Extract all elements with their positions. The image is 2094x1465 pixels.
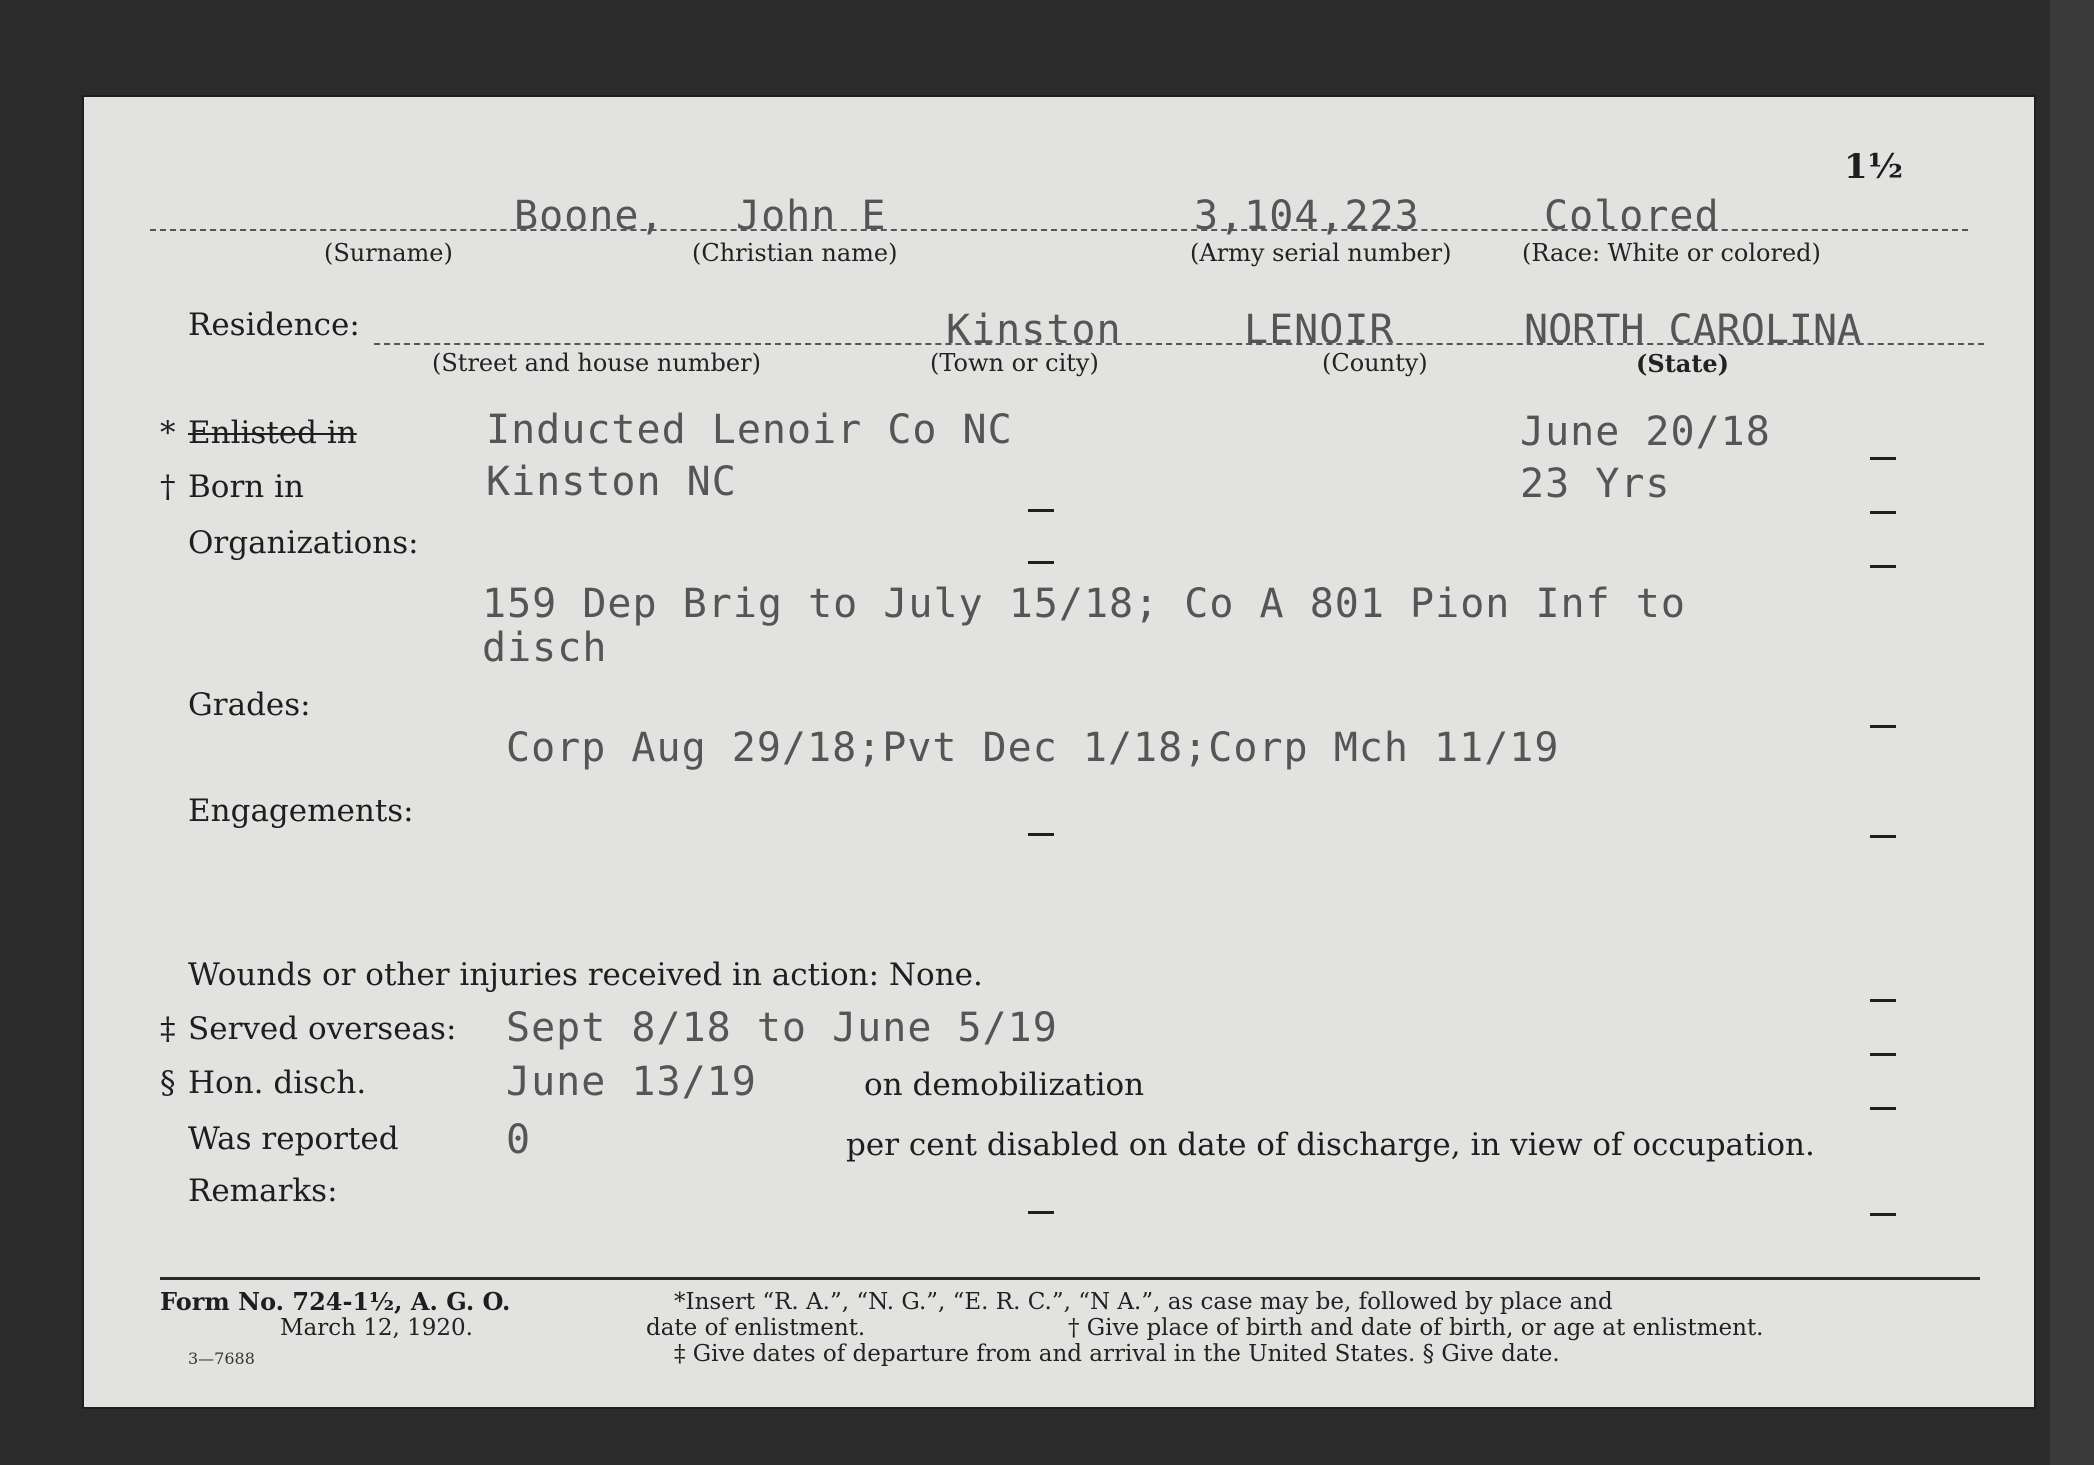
enlisted-value: Inducted Lenoir Co NC [486,407,1013,453]
surname-value: Boone, [514,193,665,239]
tick-mark [1028,1211,1054,1214]
grades-value: Corp Aug 29/18;Pvt Dec 1/18;Corp Mch 11/19 [506,725,1560,771]
born-mark: † [160,469,176,505]
footnote-overseas: ‡ Give dates of departure from and arrival in the United States. § Give date. [674,1341,1560,1367]
overseas-label: Served overseas: [188,1011,457,1047]
form-number: Form No. 724-1½, A. G. O. [160,1287,511,1316]
remarks-label: Remarks: [188,1173,338,1209]
service-record-card [84,97,2034,1407]
street-label: (Street and house number) [432,349,761,377]
county-label: (County) [1322,349,1428,377]
footnote-enlisted-cont: date of enlistment. [646,1315,866,1341]
tick-mark [1870,1213,1896,1216]
state-label: (State) [1636,349,1730,378]
serial-number-label: (Army serial number) [1190,239,1452,267]
serial-number-value: 3,104,223 [1194,193,1420,239]
christian-name-value: John E [736,193,887,239]
form-date: March 12, 1920. [280,1315,473,1341]
form-code: 3—7688 [188,1349,255,1368]
discharge-value: June 13/19 [506,1059,757,1105]
surname-label: (Surname) [324,239,453,267]
engagements-label: Engagements: [188,793,414,829]
reported-value: 0 [506,1117,532,1163]
born-label: Born in [188,469,304,505]
discharge-suffix: on demobilization [864,1067,1145,1103]
tick-mark [1028,509,1054,512]
christian-name-label: (Christian name) [692,239,898,267]
race-label: (Race: White or colored) [1522,239,1821,267]
enlisted-date: June 20/18 [1520,409,1771,455]
overseas-mark: ‡ [160,1011,176,1047]
tick-mark [1870,1053,1896,1056]
organizations-line2: disch [482,625,608,671]
discharge-label: Hon. disch. [188,1065,367,1101]
organizations-label: Organizations: [188,525,419,561]
residence-label: Residence: [188,307,360,343]
grades-label: Grades: [188,687,311,723]
footnote-enlisted: *Insert “R. A.”, “N. G.”, “E. R. C.”, “N A.”, as case may be, followed by place and [674,1289,1613,1315]
reported-suffix: per cent disabled on date of discharge, in view of occupation. [846,1127,1815,1163]
reported-label: Was reported [188,1121,399,1157]
footer-rule [160,1277,1980,1280]
scan-background [2050,0,2094,1465]
tick-mark [1870,725,1896,728]
town-label: (Town or city) [930,349,1099,377]
residence-town-value: Kinston [946,307,1122,353]
born-value: Kinston NC [486,459,737,505]
residence-county-value: LENOIR [1244,307,1395,353]
discharge-mark: § [160,1065,176,1101]
race-value: Colored [1544,193,1720,239]
fraction-mark: 1½ [1844,147,1904,187]
enlisted-label: Enlisted in [188,415,357,451]
organizations-line1: 159 Dep Brig to July 15/18; Co A 801 Pion Inf to [482,581,1686,627]
tick-mark [1028,833,1054,836]
enlisted-mark: * [160,415,176,451]
tick-mark [1870,457,1896,460]
tick-mark [1870,999,1896,1002]
tick-mark [1028,561,1054,564]
overseas-value: Sept 8/18 to June 5/19 [506,1005,1058,1051]
tick-mark [1870,511,1896,514]
residence-state-value: NORTH CAROLINA [1524,307,1862,353]
wounds-text: Wounds or other injuries received in action: None. [188,957,983,993]
born-age: 23 Yrs [1520,461,1671,507]
tick-mark [1870,835,1896,838]
tick-mark [1870,565,1896,568]
tick-mark [1870,1107,1896,1110]
footnote-born: † Give place of birth and date of birth, or age at enlistment. [1068,1315,1764,1341]
